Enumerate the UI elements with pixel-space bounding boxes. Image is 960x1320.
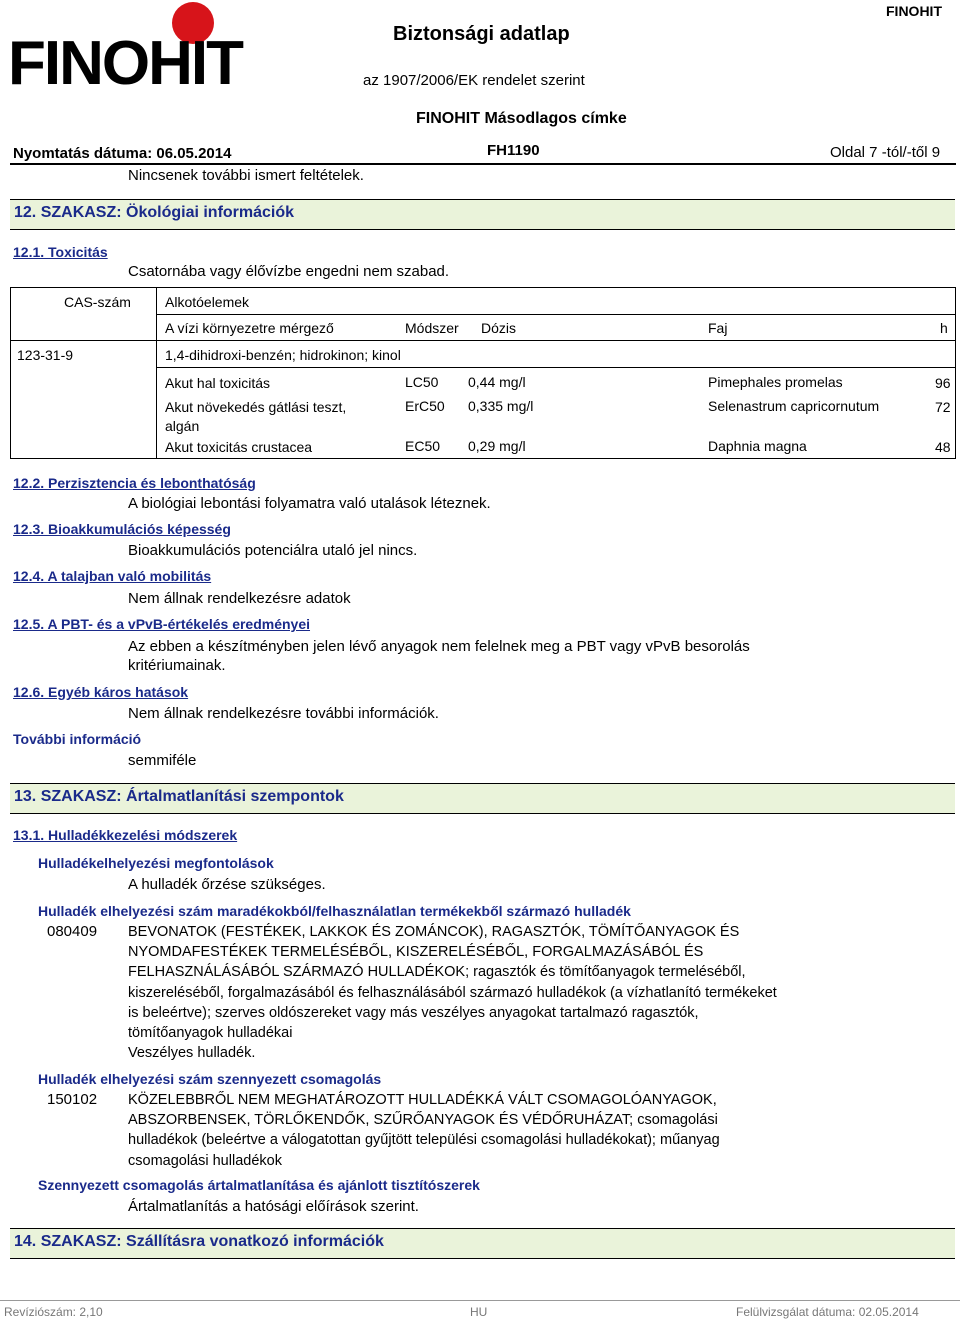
- col-dose-header: Dózis: [481, 320, 517, 336]
- document-title: Biztonsági adatlap: [393, 23, 570, 45]
- test-species: Pimephales promelas: [708, 374, 843, 390]
- subsection-12-6-heading: 12.6. Egyéb káros hatások: [13, 684, 189, 700]
- packaging-line: ABSZORBENSEK, TÖRLŐKENDŐK, SZŰRŐANYAGOK ÉS VÉDŐRUHÁZAT; csomagolási: [128, 1112, 718, 1129]
- packaging-line: csomagolási hulladékok: [128, 1152, 282, 1169]
- col-aquatic-header: A vízi környezetre mérgező: [165, 320, 334, 336]
- section-13-title: 13. SZAKASZ: Ártalmatlanítási szempontok: [14, 788, 344, 805]
- test-hours: 96: [935, 375, 951, 391]
- section-12-title: 12. SZAKASZ: Ökológiai információk: [14, 204, 295, 221]
- test-dose: 0,29 mg/l: [468, 438, 526, 454]
- residue-line: FELHASZNÁLÁSÁBÓL SZÁRMAZÓ HULLADÉKOK; ragasztók és tömítőanyagok termeléséből,: [128, 964, 746, 981]
- section-14-title: 14. SZAKASZ: Szállításra vonatkozó információk: [14, 1233, 384, 1250]
- col-species-header: Faj: [708, 320, 728, 336]
- substance-name: 1,4-dihidroxi-benzén; hidrokinon; kinol: [165, 347, 401, 363]
- col-components-header: Alkotóelemek: [165, 294, 250, 310]
- product-name: FINOHIT Másodlagos címke: [416, 110, 627, 127]
- subsection-12-1-heading: 12.1. Toxicitás: [13, 244, 108, 260]
- contaminated-text: Ártalmatlanítás a hatósági előírások szerint.: [128, 1198, 419, 1215]
- test-method: EC50: [405, 438, 441, 454]
- test-name: Akut növekedés gátlási teszt,: [165, 399, 347, 415]
- residue-line: tömítőanyagok hulladékai: [128, 1025, 293, 1042]
- col-method-header: Módszer: [405, 320, 459, 336]
- packaging-heading: Hulladék elhelyezési szám szennyezett csomagolás: [38, 1071, 382, 1087]
- disposal-heading: Hulladékelhelyezési megfontolások: [38, 855, 274, 871]
- cas-number: 123-31-9: [17, 347, 74, 363]
- residue-line: Veszélyes hulladék.: [128, 1045, 256, 1062]
- residue-line: NYOMDAFESTÉKEK TERMELÉSÉBŐL, KISZERELÉSÉBŐL, FORGALMAZÁSÁBÓL ÉS: [128, 944, 704, 961]
- packaging-description: [128, 1090, 948, 1171]
- residue-line: kiszereléséből, forgalmazásából és felhasználásából származó hulladékok (a vízhatlanító termékeket: [128, 984, 777, 1001]
- packaging-line: KÖZELEBBRŐL NEM MEGHATÁROZOTT HULLADÉKKÁ VÁLT CSOMAGOLÓANYAGOK,: [128, 1092, 717, 1108]
- page-info: Oldal 7 -tól/-től 9: [830, 144, 941, 161]
- toxicity-text: Csatornába vagy élővízbe engedni nem szabad.: [128, 263, 450, 280]
- subsection-12-2-heading: 12.2. Perzisztencia és lebonthatóság: [13, 475, 256, 491]
- print-date: Nyomtatás dátuma: 06.05.2014: [13, 145, 232, 162]
- further-info-text: semmiféle: [128, 752, 197, 769]
- residue-heading: Hulladék elhelyezési szám maradékokból/felhasználatlan termékekből származó hulladék: [38, 903, 631, 919]
- contaminated-heading: Szennyezett csomagolás ártalmatlanítása és ajánlott tisztítószerek: [38, 1177, 480, 1193]
- footer-divider: [0, 1300, 960, 1301]
- product-code: FH1190: [487, 142, 540, 159]
- test-species: Daphnia magna: [708, 438, 807, 454]
- test-method: ErC50: [405, 398, 445, 414]
- intro-text: Nincsenek további ismert feltételek.: [128, 167, 364, 184]
- test-method: LC50: [405, 374, 439, 390]
- footer-language: HU: [470, 1305, 488, 1319]
- mobility-text: Nem állnak rendelkezésre adatok: [128, 590, 351, 607]
- test-hours: 48: [935, 439, 951, 455]
- test-name-cont: algán: [165, 418, 200, 434]
- pbt-text-1: Az ebben a készítményben jelen lévő anyagok nem felelnek meg a PBT vagy vPvB besorolás: [128, 638, 750, 655]
- other-effects-text: Nem állnak rendelkezésre további információk.: [128, 705, 439, 722]
- test-hours: 72: [935, 399, 951, 415]
- residue-line: BEVONATOK (FESTÉKEK, LAKKOK ÉS ZOMÁNCOK), RAGASZTÓK, TÖMÍTŐANYAGOK ÉS: [128, 924, 740, 940]
- test-dose: 0,44 mg/l: [468, 374, 526, 390]
- regulation-text: az 1907/2006/EK rendelet szerint: [363, 72, 585, 89]
- persistence-text: A biológiai lebontási folyamatra való utalások léteznek.: [128, 495, 491, 512]
- residue-line: is beleértve); szerves oldószereket vagy más veszélyes anyagokat tartalmazó ragasztók,: [128, 1004, 699, 1021]
- packaging-line: hulladékok (beleértve a válogatottan gyűjtött települési csomagolási hulladékokat); műanyag: [128, 1132, 720, 1149]
- subsection-12-5-heading: 12.5. A PBT- és a vPvB-értékelés eredményei: [13, 616, 311, 632]
- footer-review-date: Felülvizsgálat dátuma: 02.05.2014: [736, 1305, 919, 1319]
- test-dose: 0,335 mg/l: [468, 398, 534, 414]
- footer-revision: Revíziószám: 2,10: [4, 1305, 103, 1319]
- col-h-header: h: [940, 320, 948, 336]
- residue-code: 080409: [47, 923, 98, 940]
- subsection-12-3-heading: 12.3. Bioakkumulációs képesség: [13, 521, 231, 537]
- header-divider: [10, 163, 956, 165]
- col-cas-header: CAS-szám: [64, 294, 131, 310]
- company-name-top: FINOHIT: [886, 3, 942, 19]
- packaging-code: 150102: [47, 1091, 98, 1108]
- pbt-text-2: kritériumainak.: [128, 657, 226, 674]
- bioaccumulation-text: Bioakkumulációs potenciálra utaló jel nincs.: [128, 542, 418, 559]
- disposal-text: A hulladék őrzése szükséges.: [128, 876, 326, 893]
- subsection-13-1-heading: 13.1. Hulladékkezelési módszerek: [13, 827, 238, 843]
- subsection-12-4-heading: 12.4. A talajban való mobilitás: [13, 568, 212, 584]
- logo-text: FINOHIT: [8, 29, 242, 98]
- company-logo: [8, 0, 242, 98]
- test-name: Akut hal toxicitás: [165, 375, 271, 391]
- test-species: Selenastrum capricornutum: [708, 398, 880, 414]
- test-name: Akut toxicitás crustacea: [165, 439, 313, 455]
- further-info-heading: További információ: [13, 731, 142, 747]
- residue-description: [128, 922, 948, 1063]
